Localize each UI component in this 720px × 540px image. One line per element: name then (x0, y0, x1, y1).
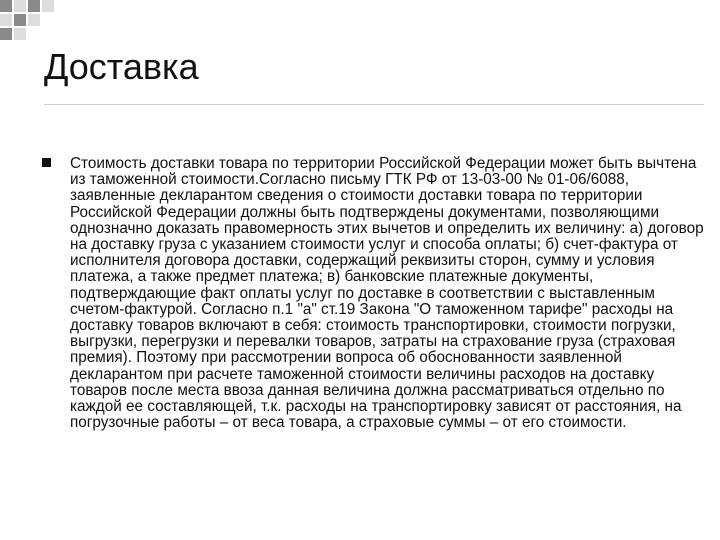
decor-square (28, 0, 40, 12)
decor-square (28, 14, 40, 26)
corner-decoration (0, 0, 720, 40)
decor-square (0, 0, 12, 12)
slide-title: Доставка (44, 46, 199, 87)
bullet-text: Стоимость доставки товара по территории Российской Федерации может быть вычтена из таможенной стоимости.Согласно письму ГТК РФ от 13-03-00 № 01-06/6088, заявленные декларантом сведения о стоимости доставки товара по территории Российской Федерации должны быть подтверждены документами, позволяющими однозначно доказать правомерность этих вычетов и определить их величину: а) договор на доставку груза с указанием стоимости услуг и способа оплаты; б) счет-фактура от исполнителя договора доставки, содержащий реквизиты сторон, сумму и условия платежа, а также предмет платежа; в) банковские платежные документы, подтверждающие факт оплаты услуг по доставке в соответствии с выставленным счетом-фактурой. Согласно п.1 "а" ст.19 Закона "О таможенном тарифе" расходы на доставку товаров включают в себя: стоимость транспортировки, стоимости погрузки, выгрузки, перегрузки и перевалки товаров, затраты на страхование груза (страховая премия). Поэтому при рассмотрении вопроса об обоснованности заявленной декларантом при расчете таможенной стоимости величины расходов на доставку товаров после места ввоза данная величина должна рассматриваться отдельно по каждой ее составляющей, т.к. расходы на транспортировку зависят от расстояния, на погрузочные работы – от веса товара, а страховые суммы – от его стоимости. (70, 155, 704, 432)
title-divider (44, 104, 704, 105)
decor-square (14, 28, 26, 40)
decor-square (14, 0, 26, 12)
decor-square (0, 28, 12, 40)
decor-square (14, 14, 26, 26)
bullet-square-icon (42, 158, 51, 167)
decor-square (42, 0, 54, 12)
decor-square (0, 14, 12, 26)
